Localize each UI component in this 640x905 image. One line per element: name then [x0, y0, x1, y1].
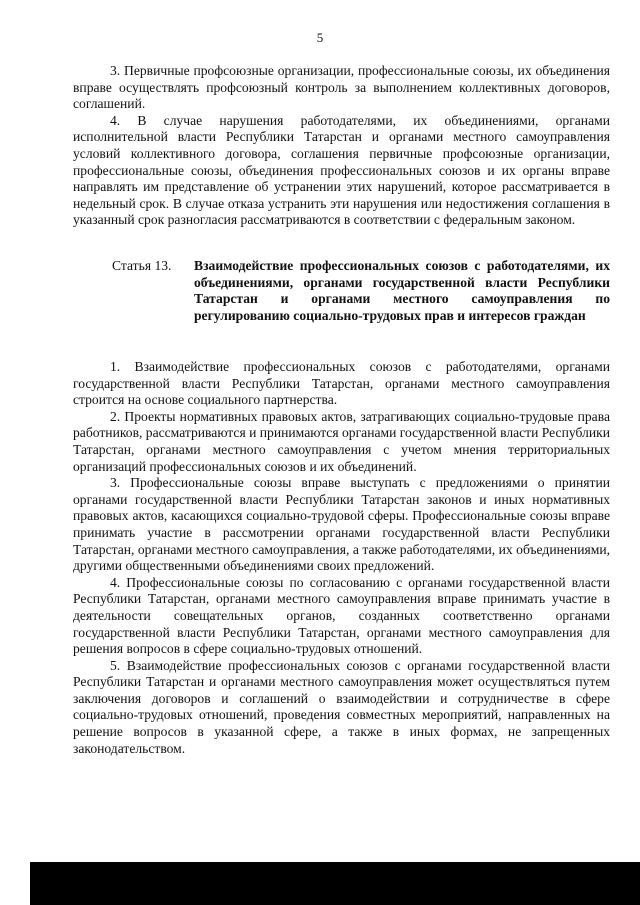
paragraph: 4. Профессиональные союзы по согласованию с органами государственной власти Республики Татарстан, органами местного самоуправления вправе принимать участие в деятельности совещательных органов, созданных соответственно органами государственной власти Республики Татарстан, органами местного самоуправления для решения вопросов в сфере социально-трудовых отношений. — [73, 574, 610, 657]
article-number: Статья 13. — [112, 258, 172, 273]
paragraph: 1. Взаимодействие профессиональных союзов с работодателями, органами государственной власти Республики Татарстан, органами местного самоуправления строится на основе социального партнерства. — [73, 359, 610, 408]
paragraph: 3. Первичные профсоюзные организации, профессиональные союзы, их объединения вправе осуществлять профсоюзный контроль за выполнением коллективных договоров, соглашений. — [73, 63, 610, 112]
scan-edge-border — [30, 862, 640, 905]
paragraph: 5. Взаимодействие профессиональных союзов с органами государственной власти Республики Татарстан и органами местного самоуправления может осуществляться путем заключения договоров и соглашений о взаимодействии и сотрудничестве в сфере социально-трудовых отношений, проведения совместных мероприятий, направленных на решение вопросов в указанной сфере, а также в иных формах, не запрещенных законодательством. — [73, 657, 610, 756]
article-paragraphs — [73, 359, 610, 757]
paragraph: 4. В случае нарушения работодателями, их объединениями, органами исполнительной власти Республики Татарстан и органами местного самоуправления условий коллективного договора, соглашения первичные профсоюзные организации, профессиональные союзы, объединения профессиональных союзов и их органы вправе направлять им представление об устранении этих нарушений, которое рассматривается в недельный срок. В случае отказа устранить эти нарушения или недостижения соглашения в указанный срок разногласия рассматриваются в соответствии с федеральным законом. — [73, 112, 610, 228]
top-paragraphs — [73, 63, 610, 229]
page-number: 5 — [316, 30, 324, 45]
paragraph: 3. Профессиональные союзы вправе выступать с предложениями о принятии органами государственной власти Республики Татарстан законов и иных нормативных правовых актов, касающихся социально-трудовой сферы. Профессиональные союзы вправе принимать участие в рассмотрении органами государственной власти Республики Татарстан, органами местного самоуправления, а также работодателями, их объединениями, другими общественными объединениями своих предложений. — [73, 475, 610, 574]
article-title: Взаимодействие профессиональных союзов с работодателями, их объединениями, органами государственной власти Республики Татарстан и органами местного самоуправления по регулированию социально-трудовых прав и интересов граждан — [194, 258, 610, 323]
paragraph: 2. Проекты нормативных правовых актов, затрагивающих социально-трудовые права работников, рассматриваются и принимаются органами государственной власти Республики Татарстан, органами местного самоуправления с учетом мнения территориальных организаций профессиональных союзов и их объединений. — [73, 408, 610, 474]
